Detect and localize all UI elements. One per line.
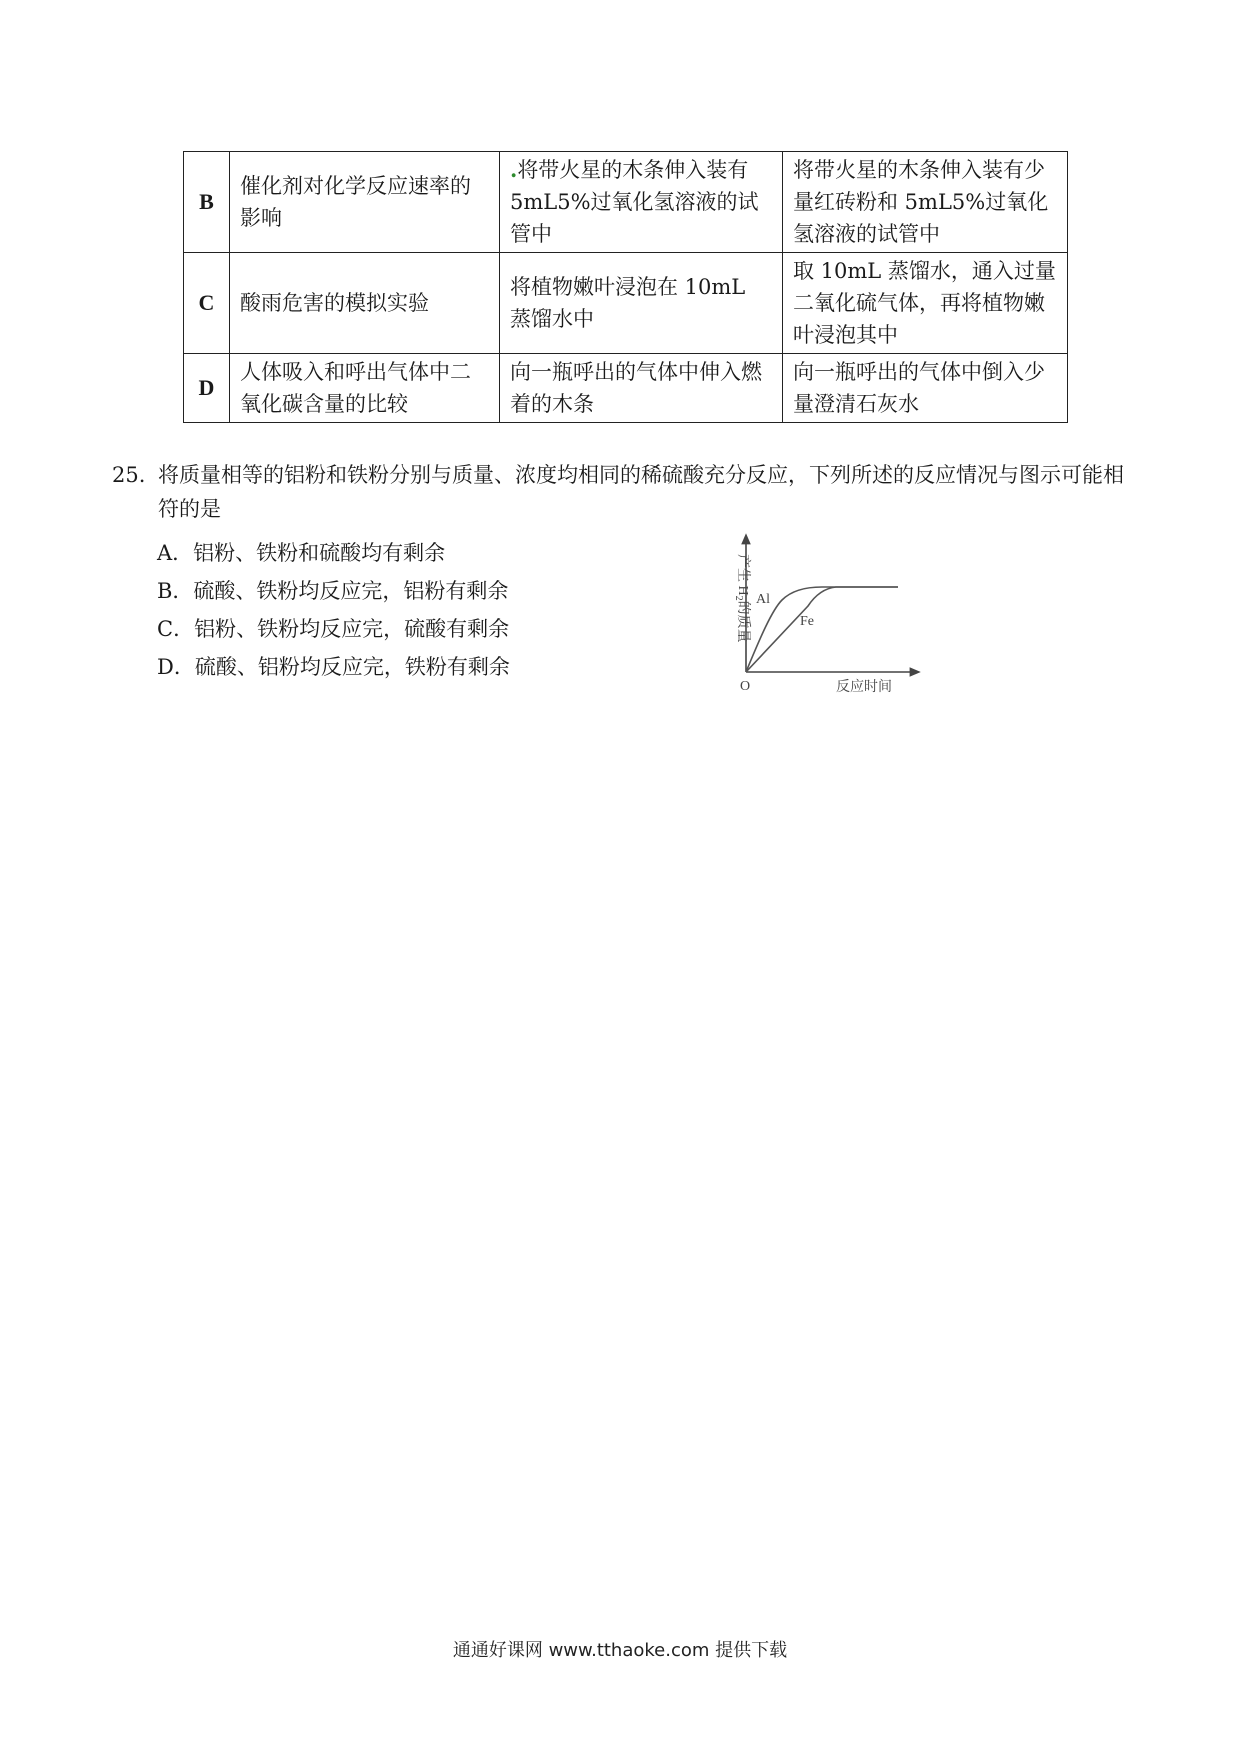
al-label: Al <box>756 592 770 607</box>
answer-options <box>157 534 510 686</box>
table-row <box>184 354 1068 423</box>
row-key: D <box>184 354 230 423</box>
experiment-purpose: 催化剂对化学反应速率的影响 <box>230 152 500 253</box>
y-label-subscript: 2 <box>733 595 744 601</box>
y-label-prefix: 产生 H <box>735 554 750 596</box>
experiment-group-2: 向一瓶呼出的气体中倒入少量澄清石灰水 <box>783 354 1068 423</box>
option-a: A．铝粉、铁粉和硫酸均有剩余 <box>157 541 446 565</box>
reaction-graph-svg <box>712 528 922 696</box>
x-axis-label: 反应时间 <box>836 680 892 695</box>
question-number: 25. <box>112 463 146 487</box>
experiment-table <box>183 151 1068 423</box>
group-1-text: 将带火星的木条伸入装有5mL5%过氧化氢溶液的试管中 <box>510 158 759 246</box>
experiment-purpose: 人体吸入和呼出气体中二氧化碳含量的比较 <box>230 354 500 423</box>
option-d: D．硫酸、铝粉均反应完，铁粉有剩余 <box>157 655 510 679</box>
row-key: C <box>184 253 230 354</box>
page-footer: 通通好课网 www.tthaoke.com 提供下载 <box>452 1640 788 1661</box>
question-stem: 将质量相等的铝粉和铁粉分别与质量、浓度均相同的稀硫酸充分反应，下列所述的反应情况与图示可能相符的是 <box>158 463 1124 521</box>
row-key: B <box>184 152 230 253</box>
experiment-group-2: 取 10mL 蒸馏水，通入过量二氧化硫气体，再将植物嫩叶浸泡其中 <box>783 253 1068 354</box>
experiment-purpose: 酸雨危害的模拟实验 <box>230 253 500 354</box>
origin-label: O <box>740 679 751 694</box>
experiment-group-2: 将带火星的木条伸入装有少量红砖粉和 5mL5%过氧化氢溶液的试管中 <box>783 152 1068 253</box>
question-25 <box>112 458 1142 526</box>
reaction-graph <box>712 528 922 696</box>
y-label-suffix: 的质量 <box>735 600 750 643</box>
option-c: C．铝粉、铁粉均反应完，硫酸有剩余 <box>157 617 510 641</box>
experiment-group-1 <box>500 152 783 253</box>
fe-label: Fe <box>800 614 814 629</box>
table-row <box>184 253 1068 354</box>
y-axis-label <box>733 554 752 643</box>
option-b: B．硫酸、铁粉均反应完，铝粉有剩余 <box>157 579 509 603</box>
experiment-group-1: 向一瓶呼出的气体中伸入燃着的木条 <box>500 354 783 423</box>
table-row <box>184 152 1068 253</box>
green-dot-mark: . <box>510 157 518 182</box>
experiment-group-1: 将植物嫩叶浸泡在 10mL 蒸馏水中 <box>500 253 783 354</box>
